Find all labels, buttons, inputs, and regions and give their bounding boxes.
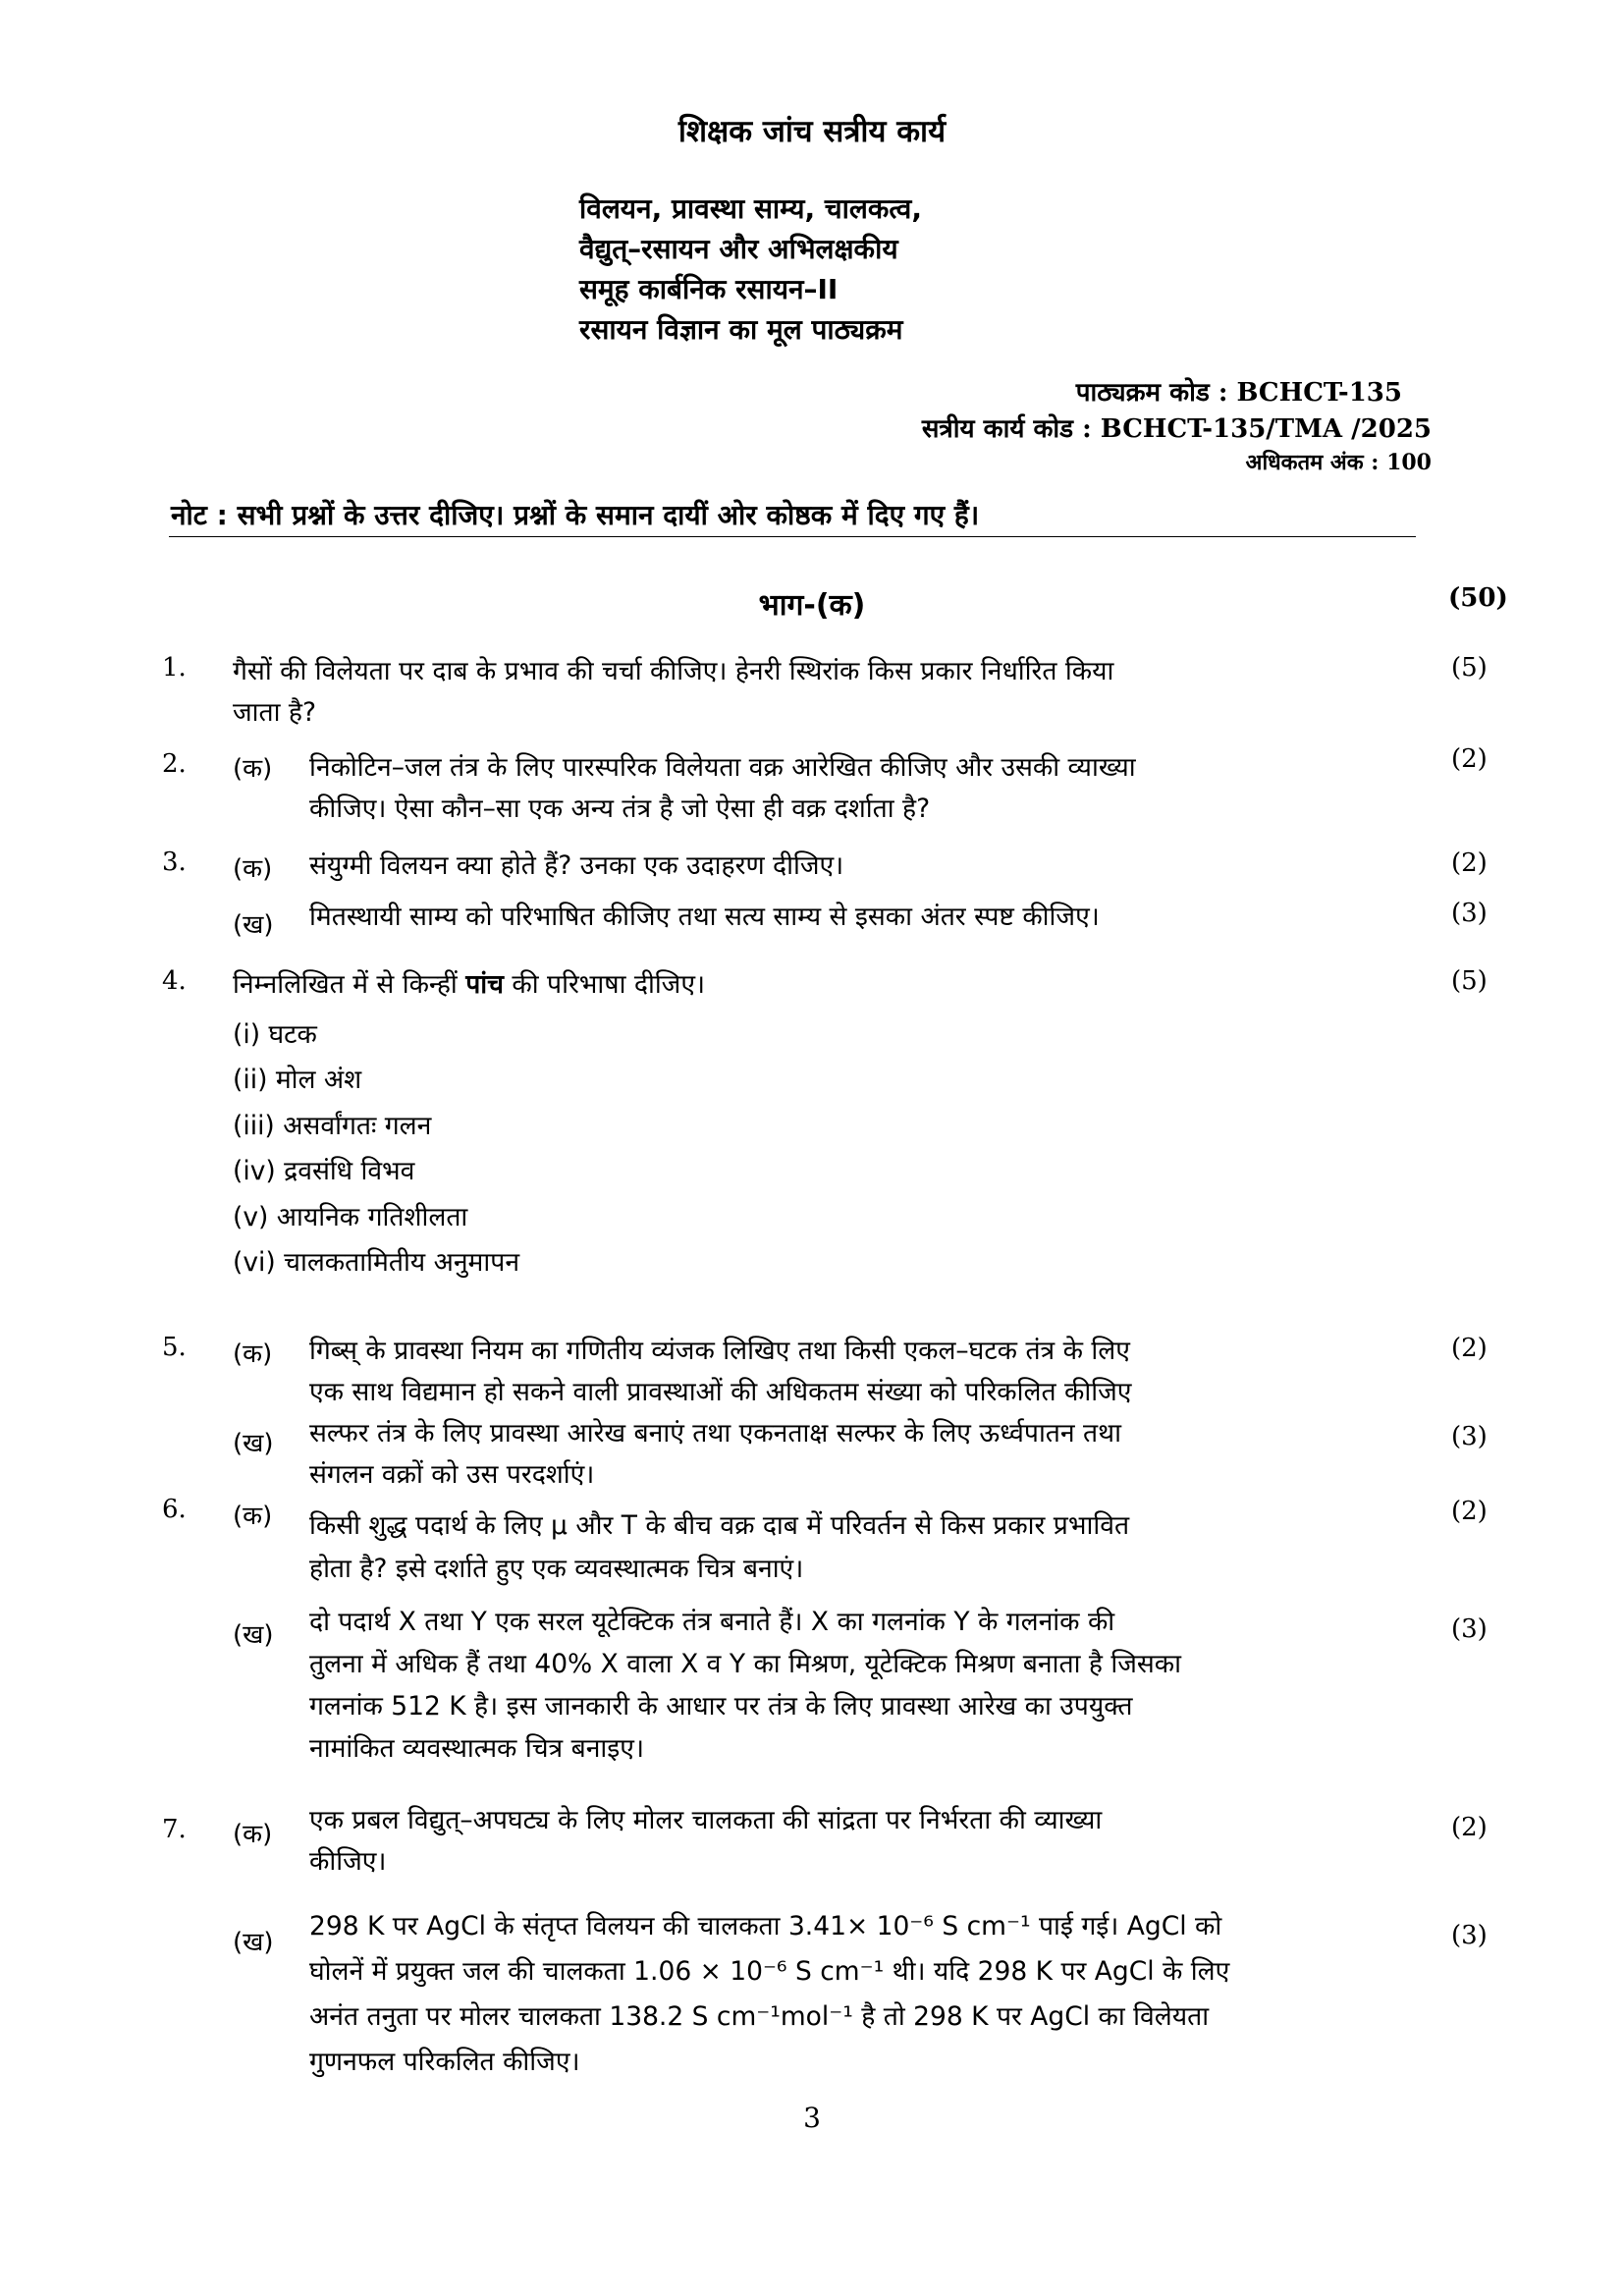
course-code: पाठ्यक्रम कोड : BCHCT-135 [1075,378,1402,408]
definition-item: (ii) मोल अंश [233,1065,362,1095]
question-marks: (5) [1451,966,1488,996]
question-text: दो पदार्थ X तथा Y एक सरल यूटेक्टिक तंत्र बनाते हैं। X का गलनांक Y के गलनांक की [309,1607,1115,1637]
definition-item: (i) घटक [233,1019,317,1050]
question-text: एक प्रबल विद्युत्–अपघट्य के लिए मोलर चालकता की सांद्रता पर निर्भरता की व्याख्या [309,1805,1103,1835]
question-text: नामांकित व्यवस्थात्मक चित्र बनाइए। [309,1733,644,1764]
question-marks: (2) [1451,744,1488,774]
question-text-bold: पांच [465,969,504,1000]
question-marks: (3) [1451,1422,1488,1451]
question-text: तुलना में अधिक हैं तथा 40% X वाला X व Y का मिश्रण, यूटेक्टिक मिश्रण बनाता है जिसका [309,1649,1182,1679]
question-text: कीजिए। [309,1846,387,1877]
definition-item: (v) आयनिक गतिशीलता [233,1202,468,1232]
question-text [233,965,705,1001]
sub-question-label: (क) [233,1820,273,1849]
subtitle-line-1: विलयन, प्रावस्था साम्य, चालकत्व, [579,192,922,225]
question-text: संगलन वक्रों को उस परदर्शाएं। [309,1459,595,1490]
sub-question-label: (ख) [233,1928,274,1957]
question-text: अनंत तनुता पर मोलर चालकता 138.2 S cm⁻¹mol⁻¹ है तो 298 K पर AgCl का विलेयता [309,2001,1210,2032]
question-marks: (3) [1451,1614,1488,1644]
sub-question-label: (ख) [233,1620,274,1650]
question-text: होता है? इसे दर्शाते हुए एक व्यवस्थात्मक चित्र बनाएं। [309,1554,804,1584]
question-number: 2. [162,749,187,779]
question-text: गलनांक 512 K है। इस जानकारी के आधार पर तंत्र के लिए प्रावस्था आरेख का उपयुक्त [309,1691,1133,1722]
question-text: निकोटिन–जल तंत्र के लिए पारस्परिक विलेयता वक्र आरेखित कीजिए और उसकी व्याख्या [309,752,1136,783]
question-number: 5. [162,1333,187,1362]
page-number: 3 [803,2102,821,2134]
part-marks: (50) [1448,583,1508,613]
divider [169,536,1416,537]
definition-item: (iv) द्रवसंधि विभव [233,1156,415,1186]
question-text: गैसों की विलेयता पर दाब के प्रभाव की चर्चा कीजिए। हेनरी स्थिरांक किस प्रकार निर्धारित किया [233,656,1114,686]
question-text: मितस्थायी साम्य को परिभाषित कीजिए तथा सत्य साम्य से इसका अंतर स्पष्ट कीजिए। [309,902,1100,932]
question-text: सल्फर तंत्र के लिए प्रावस्था आरेख बनाएं तथा एकनताक्ष सल्फर के लिए ऊर्ध्वपातन तथा [309,1418,1121,1449]
subtitle-line-2: वैद्युत्–रसायन और अभिलक्षकीय [579,233,898,265]
question-marks: (2) [1451,848,1488,878]
question-marks: (2) [1451,1497,1488,1526]
question-text: एक साथ विद्यमान हो सकने वाली प्रावस्थाओं की अधिकतम संख्या को परिकलित कीजिए [309,1377,1132,1407]
sub-question-label: (क) [233,754,273,784]
max-marks: अधिकतम अंक : 100 [1245,450,1432,475]
question-text: घोलनें में प्रयुक्त जल की चालकता 1.06 × 10⁻⁶ S cm⁻¹ थी। यदि 298 K पर AgCl के लिए [309,1956,1230,1987]
question-text: 298 K पर AgCl के संतृप्त विलयन की चालकता 3.41× 10⁻⁶ S cm⁻¹ पाई गई। AgCl को [309,1911,1222,1941]
sub-question-label: (क) [233,1339,273,1369]
sub-question-label: (ख) [233,1429,274,1458]
question-text: कीजिए। ऐसा कौन–सा एक अन्य तंत्र है जो ऐसा ही वक्र दर्शाता है? [309,793,931,824]
question-marks: (3) [1451,899,1488,928]
sub-question-label: (क) [233,854,273,884]
subtitle-line-4: रसायन विज्ञान का मूल पाठ्यक्रम [579,313,903,346]
sub-question-label: (क) [233,1502,273,1531]
subtitle-line-3: समूह कार्बनिक रसायन–II [579,273,839,305]
definition-item: (iii) असर्वांगतः गलन [233,1111,432,1141]
question-text: जाता है? [233,697,317,728]
question-marks: (2) [1451,1813,1488,1842]
document-title: शिक्षक जांच सत्रीय कार्य [677,114,947,149]
question-number: 4. [162,966,187,996]
question-marks: (2) [1451,1334,1488,1363]
question-text: गिब्स् के प्रावस्था नियम का गणितीय व्यंजक लिखिए तथा किसी एकल–घटक तंत्र के लिए [309,1336,1130,1366]
instructions-note: नोट : सभी प्रश्नों के उत्तर दीजिए। प्रश्नों के समान दायीं ओर कोष्ठक में दिए गए हैं। [171,499,980,531]
assignment-code: सत्रीय कार्य कोड : BCHCT-135/TMA /2025 [921,414,1432,444]
question-number: 3. [162,847,187,877]
definition-item: (vi) चालकतामितीय अनुमापन [233,1247,520,1278]
question-number: 1. [162,653,187,683]
sub-question-label: (ख) [233,910,274,940]
question-text: संयुग्मी विलयन क्या होते हैं? उनका एक उदाहरण दीजिए। [309,850,844,881]
question-text: किसी शुद्ध पदार्थ के लिए μ और T के बीच वक्र दाब में परिवर्तन से किस प्रकार प्रभावित [309,1510,1130,1541]
question-text: गुणनफल परिकलित कीजिए। [309,2047,580,2077]
question-text-post: की परिभाषा दीजिए। [503,969,706,1000]
question-number: 6. [162,1495,187,1524]
question-number: 7. [162,1815,187,1844]
question-marks: (3) [1451,1921,1488,1950]
question-text-pre: निम्नलिखित में से किन्हीं [233,969,466,1000]
question-marks: (5) [1451,653,1488,683]
part-title: भाग-(क) [758,588,866,623]
